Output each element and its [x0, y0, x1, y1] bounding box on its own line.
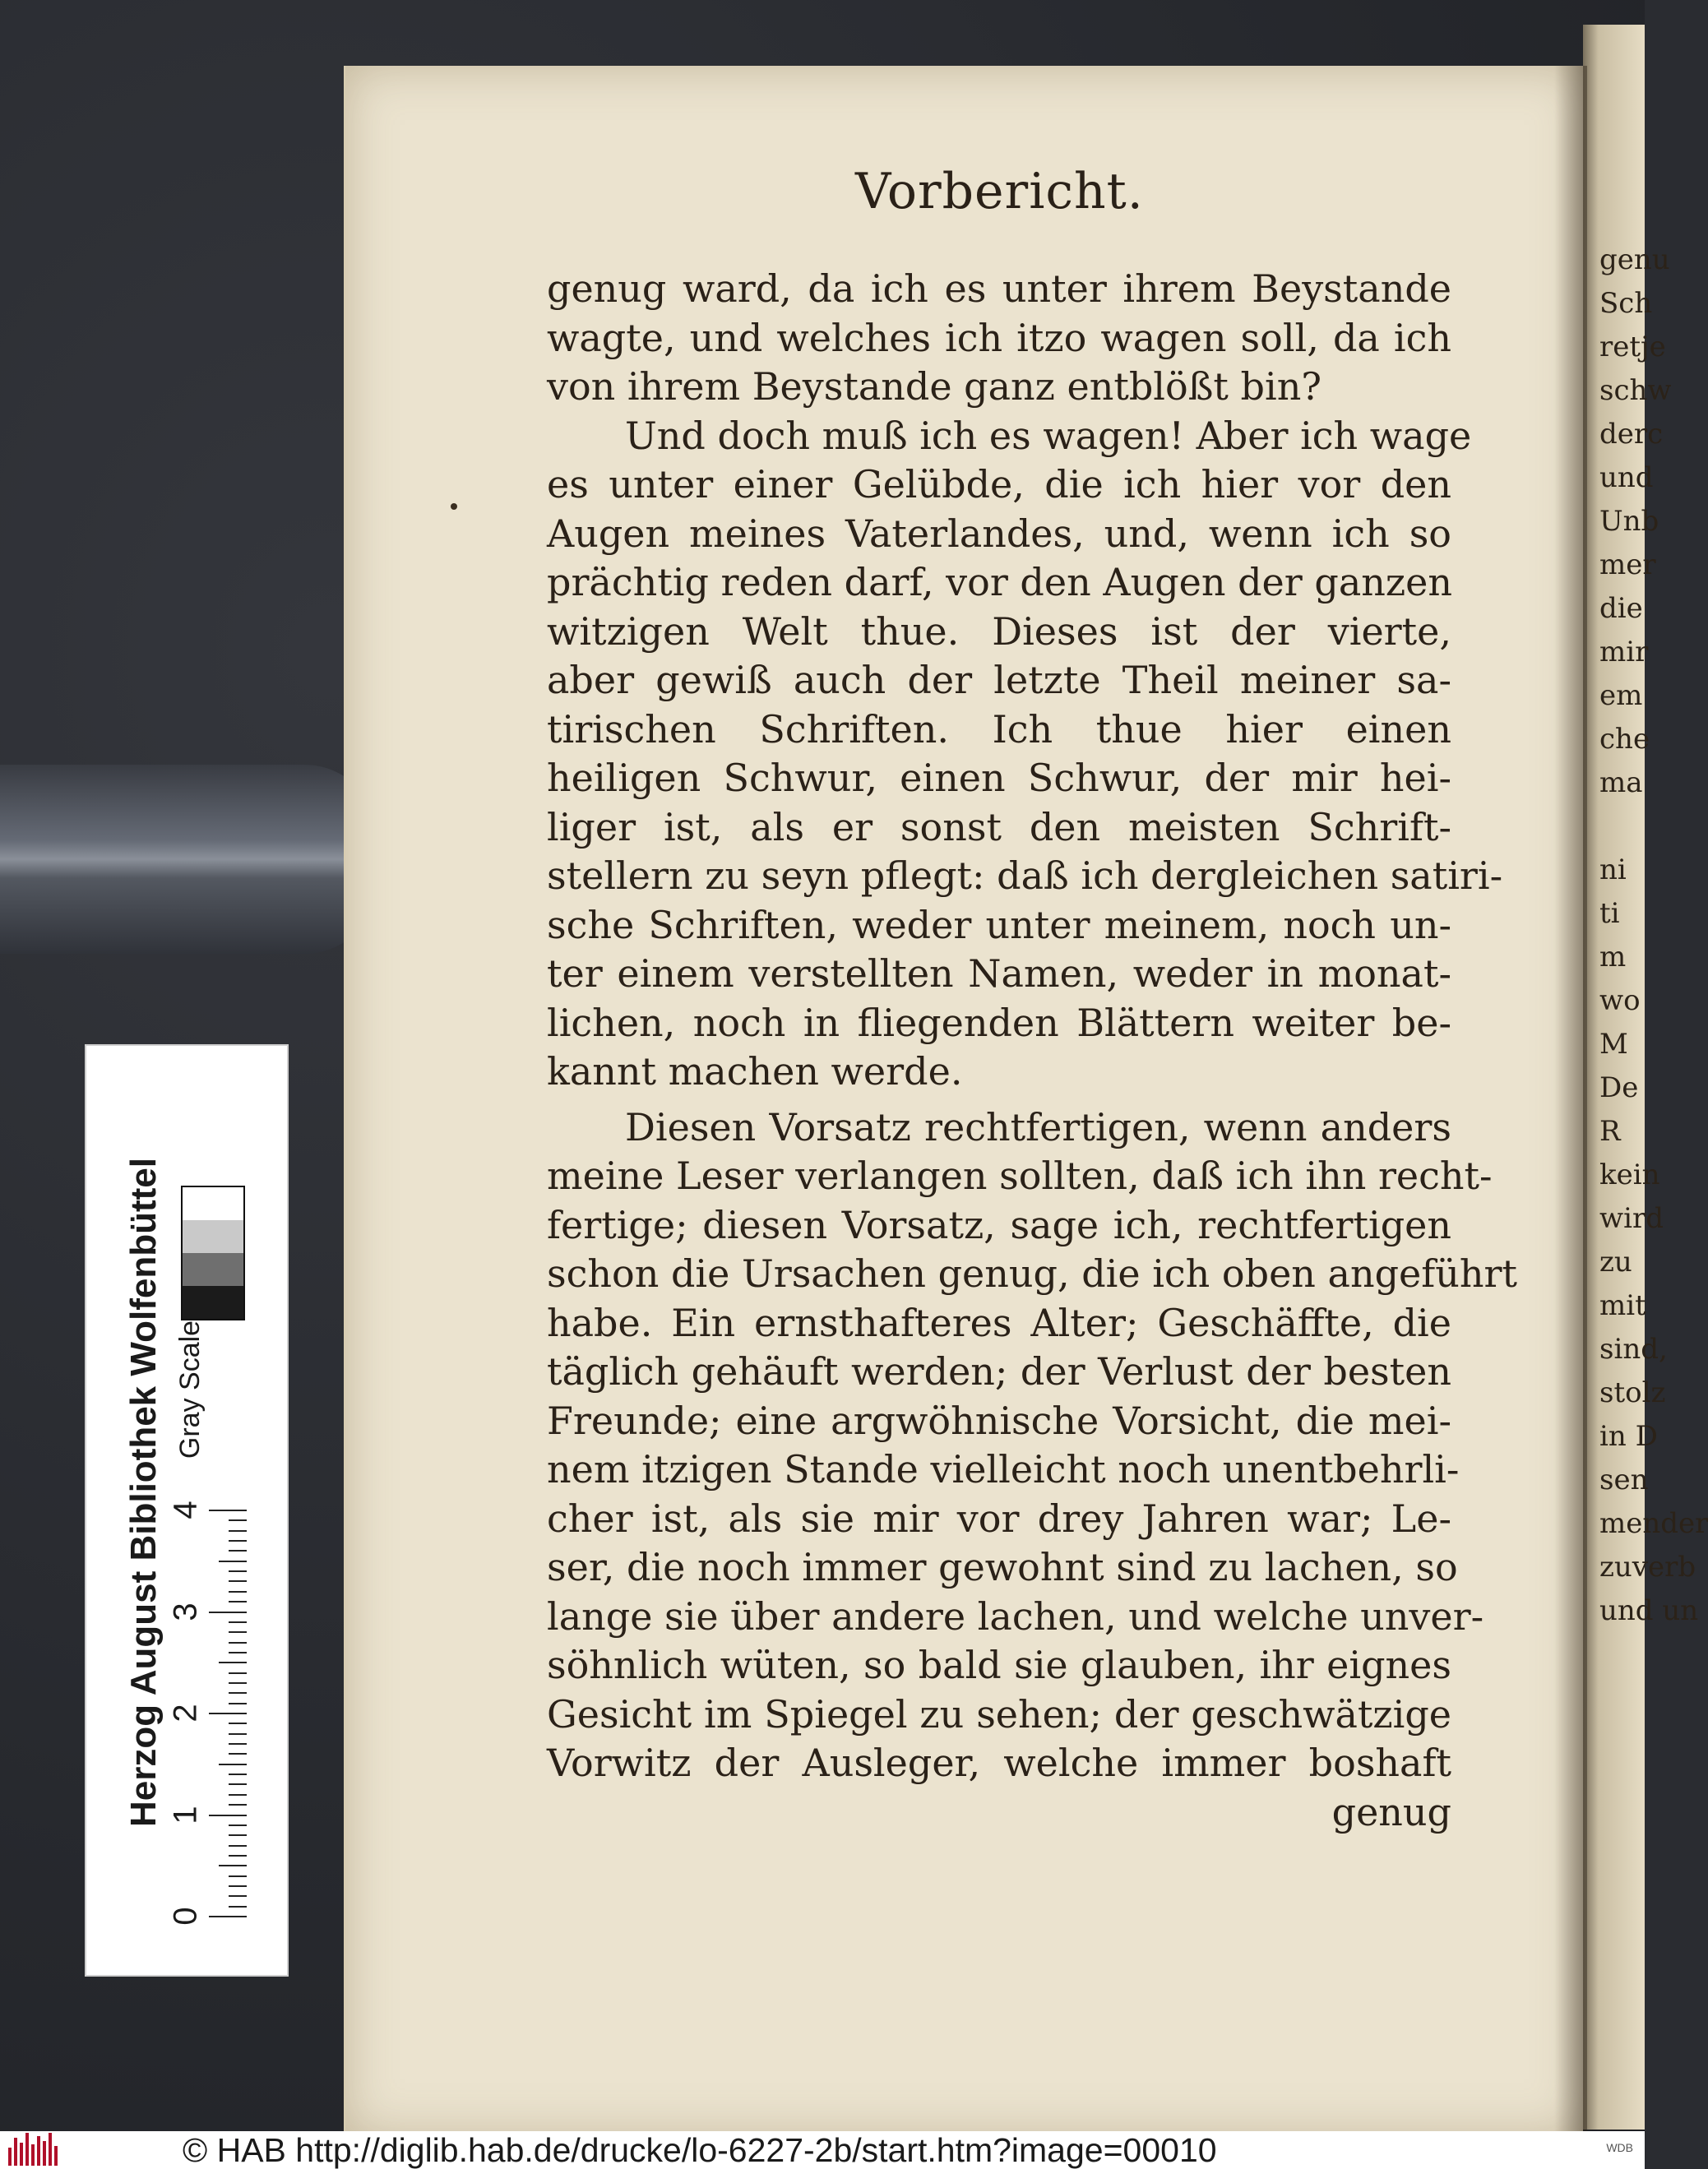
ruler-tick — [229, 1672, 247, 1674]
text-line: sche Schriften, weder unter meinem, noch un- — [547, 902, 1451, 947]
ruler-tick — [229, 1723, 247, 1724]
text-line: stellern zu seyn pflegt: daß ich dergleichen satiri- — [547, 853, 1503, 898]
text-line: heiligen Schwur, einen Schwur, der mir hei- — [547, 756, 1451, 800]
hab-logo-icon — [8, 2133, 66, 2166]
footer-mark: WDB — [1606, 2141, 1633, 2154]
ruler-number: 3 — [167, 1602, 204, 1621]
gutter-shadow — [1554, 66, 1587, 2138]
ruler-tick — [229, 1743, 247, 1745]
text-line: ser, die noch immer gewohnt sind zu lachen, so — [547, 1545, 1458, 1589]
ruler-tick — [229, 1875, 247, 1877]
ruler-tick — [209, 1916, 247, 1917]
copyright-link[interactable]: © HAB http://diglib.hab.de/drucke/lo-6227-2b/start.htm?image=00010 — [183, 2131, 1217, 2169]
ruler-number: 0 — [167, 1907, 204, 1926]
text-line: Freunde; eine argwöhnische Vorsicht, die mei- — [547, 1398, 1451, 1443]
ruler-tick — [229, 1906, 247, 1908]
text-line: ter einem verstellten Namen, weder in monat- — [547, 951, 1451, 996]
ruler-tick — [229, 1824, 247, 1826]
ruler-tick — [229, 1703, 247, 1704]
ruler-tick — [229, 1845, 247, 1847]
ruler-tick — [219, 1764, 247, 1765]
ruler-tick — [229, 1885, 247, 1887]
text-line: Diesen Vorsatz rechtfertigen, wenn anders — [625, 1104, 1451, 1149]
text-line: prächtig reden darf, vor den Augen der ganzen — [547, 560, 1452, 604]
text-line: meine Leser verlangen sollten, daß ich ihn recht- — [547, 1154, 1493, 1198]
margin-dot — [451, 503, 457, 510]
text-line: es unter einer Gelübde, die ich hier vor den — [547, 462, 1451, 506]
text-line: söhnlich wüten, so bald sie glauben, ihr eignes — [547, 1643, 1451, 1687]
text-line: tirischen Schriften. Ich thue hier einen — [547, 706, 1451, 752]
text-line: Augen meines Vaterlandes, und, wenn ich so — [547, 511, 1451, 556]
ruler-number: 4 — [167, 1501, 204, 1519]
text-line: Vorwitz der Ausleger, welche immer boshaft — [547, 1741, 1451, 1785]
ruler-tick — [219, 1662, 247, 1663]
ruler-tick — [209, 1612, 247, 1613]
ruler-tick — [229, 1834, 247, 1836]
ruler-tick — [229, 1783, 247, 1785]
ruler-tick — [219, 1561, 247, 1562]
page-clip — [0, 765, 378, 954]
ruler-tick — [229, 1601, 247, 1602]
gray-scale-label: Gray Scale — [174, 1320, 206, 1459]
text-line: lange sie über andere lachen, und welche unver- — [547, 1593, 1484, 1639]
ruler-tick — [229, 1804, 247, 1806]
text-line: täglich gehäuft werden; der Verlust der besten — [547, 1349, 1451, 1394]
ruler-tick — [229, 1621, 247, 1623]
text-line: von ihrem Beystande ganz entblößt bin? — [547, 364, 1322, 409]
text-line: liger ist, als er sonst den meisten Schrift- — [547, 804, 1451, 849]
ruler-tick — [229, 1753, 247, 1755]
catchword: genug — [1331, 1789, 1451, 1834]
ruler-tick — [229, 1642, 247, 1644]
ruler-tick — [229, 1631, 247, 1633]
ruler-tick — [209, 1815, 247, 1816]
ruler-tick — [229, 1530, 247, 1532]
ruler-tick — [219, 1865, 247, 1866]
ruler-tick — [229, 1591, 247, 1593]
gray-swatch — [183, 1220, 243, 1253]
ruler-tick — [229, 1855, 247, 1857]
next-page-text: genu Sch retje schw derc und Unb mer die mir em che ma ni ti m wo M De R kein wird zu mit sind, stolz in D sen mender zuverb und un — [1599, 243, 1708, 1627]
body-text — [547, 265, 1518, 1837]
text-line: fertige; diesen Vorsatz, sage ich, rechtfertigen — [547, 1202, 1451, 1247]
ruler-tick — [229, 1895, 247, 1897]
ruler-tick — [229, 1682, 247, 1684]
text-line: schon die Ursachen genug, die ich oben angeführt — [547, 1251, 1518, 1296]
gray-swatch — [183, 1253, 243, 1286]
ruler-tick — [229, 1550, 247, 1552]
text-line: cher ist, als sie mir vor drey Jahren war; Le- — [547, 1496, 1451, 1541]
ruler-tick — [229, 1519, 247, 1521]
ruler-tick — [229, 1580, 247, 1582]
text-line: wagte, und welches ich itzo wagen soll, da ich — [547, 315, 1451, 360]
ruler-tick — [229, 1733, 247, 1735]
text-line: Gesicht im Spiegel zu sehen; der geschwätzige — [547, 1691, 1451, 1737]
ruler-tick — [229, 1570, 247, 1572]
ruler-tick — [229, 1794, 247, 1796]
gray-swatch — [183, 1187, 243, 1220]
scale-title: Herzog August Bibliothek Wolfenbüttel — [123, 1158, 164, 1827]
text-line: aber gewiß auch der letzte Theil meiner sa- — [547, 658, 1451, 702]
text-line: kannt machen werde. — [547, 1049, 963, 1094]
page-heading: Vorbericht. — [855, 163, 1144, 220]
ruler-tick — [229, 1540, 247, 1542]
text-line: nem itzigen Stande vielleicht noch unentbehrli- — [547, 1447, 1460, 1491]
ruler-number: 2 — [167, 1704, 204, 1723]
text-line: Und doch muß ich es wagen! Aber ich wage — [625, 413, 1472, 458]
ruler-tick — [209, 1510, 247, 1511]
ruler-tick — [229, 1652, 247, 1653]
text-line: habe. Ein ernsthafteres Alter; Geschäffte, die — [547, 1300, 1451, 1345]
text-line: lichen, noch in fliegenden Blättern weiter be- — [547, 1000, 1451, 1045]
ruler-tick — [209, 1713, 247, 1714]
ruler-tick — [229, 1692, 247, 1694]
ruler-tick — [229, 1774, 247, 1775]
text-line: genug ward, da ich es unter ihrem Beystande — [547, 266, 1451, 311]
ruler-number: 1 — [167, 1805, 204, 1824]
text-line: witzigen Welt thue. Dieses ist der vierte, — [547, 608, 1451, 654]
